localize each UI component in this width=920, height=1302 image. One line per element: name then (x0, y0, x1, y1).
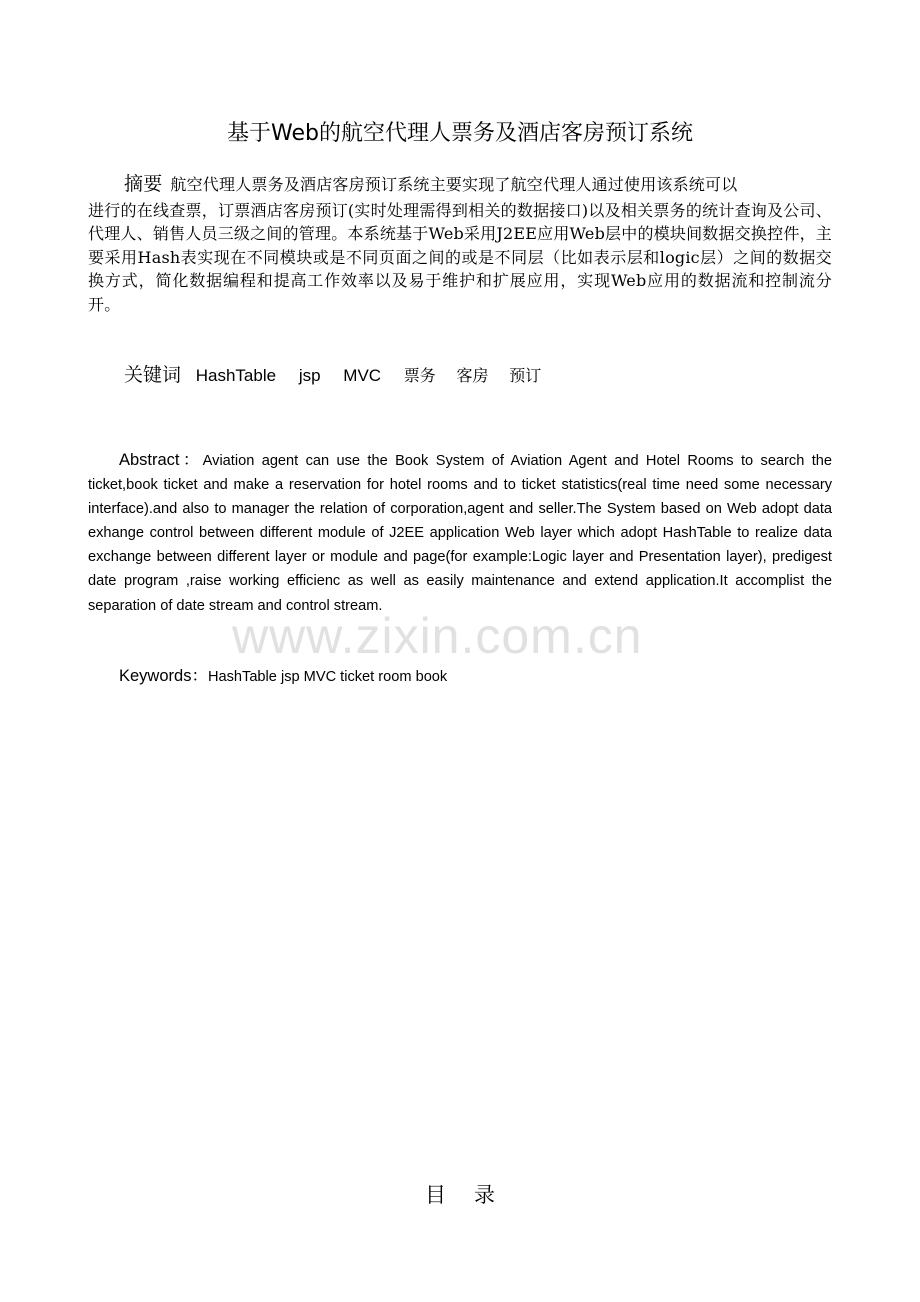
english-abstract-label: Abstract： (119, 451, 203, 469)
english-abstract (88, 448, 832, 618)
document-title: 基于Web的航空代理人票务及酒店客房预订系统 (227, 121, 693, 146)
chinese-abstract-first-line (88, 170, 832, 199)
chinese-abstract (88, 170, 832, 316)
english-keywords-label: Keywords： (119, 667, 208, 685)
english-abstract-text: Aviation agent can use the Book System of Aviation Agent and Hotel Rooms to search the ticket,book ticket and make a reservation for hotel rooms and to ticket statistics(real time need some necessary interface).and also to manager the relation of corporation,agent and seller.The System based on Web adopt data exhange control between different module of J2EE application Web layer which adopt HashTable to realize data exchange between different layer or module and page(for example:Logic layer and Presentation layer), predigest date program ,raise working efficienc as well as easily maintenance and extend application.It accomplist the separation of date stream and control stream. (88, 453, 832, 614)
toc-heading: 目录 (425, 1183, 523, 1207)
keyword-item: 客房 (456, 366, 489, 385)
chinese-abstract-body: 进行的在线查票，订票酒店客房预订(实时处理需得到相关的数据接口)以及相关票务的统计查询及公司、代理人、销售人员三级之间的管理。本系统基于Web采用J2EE应用Web层中的模块间数据交换控件，主要采用Hash表实现在不同模块或是不同页面之间的或是不同层（比如表示层和logic层）之间的数据交换方式，简化数据编程和提高工作效率以及易于维护和扩展应用，实现Web应用的数据流和控制流分开。 (88, 201, 832, 314)
keyword-item: MVC (343, 366, 382, 385)
chinese-keywords-label: 关键词 (124, 365, 182, 386)
keyword-item: jsp (298, 366, 321, 385)
keyword-item: HashTable (195, 366, 277, 385)
english-keywords-text: HashTable jsp MVC ticket room book (207, 669, 448, 685)
english-keywords (119, 664, 447, 689)
keyword-item: 票务 (403, 366, 436, 385)
chinese-keywords (124, 364, 557, 388)
keyword-item: 预订 (509, 366, 542, 385)
chinese-abstract-label: 摘要 (124, 173, 163, 195)
watermark: www.zixin.com.cn (232, 608, 643, 664)
chinese-abstract-lead: 航空代理人票务及酒店客房预订系统主要实现了航空代理人通过使用该系统可以 (170, 175, 738, 194)
